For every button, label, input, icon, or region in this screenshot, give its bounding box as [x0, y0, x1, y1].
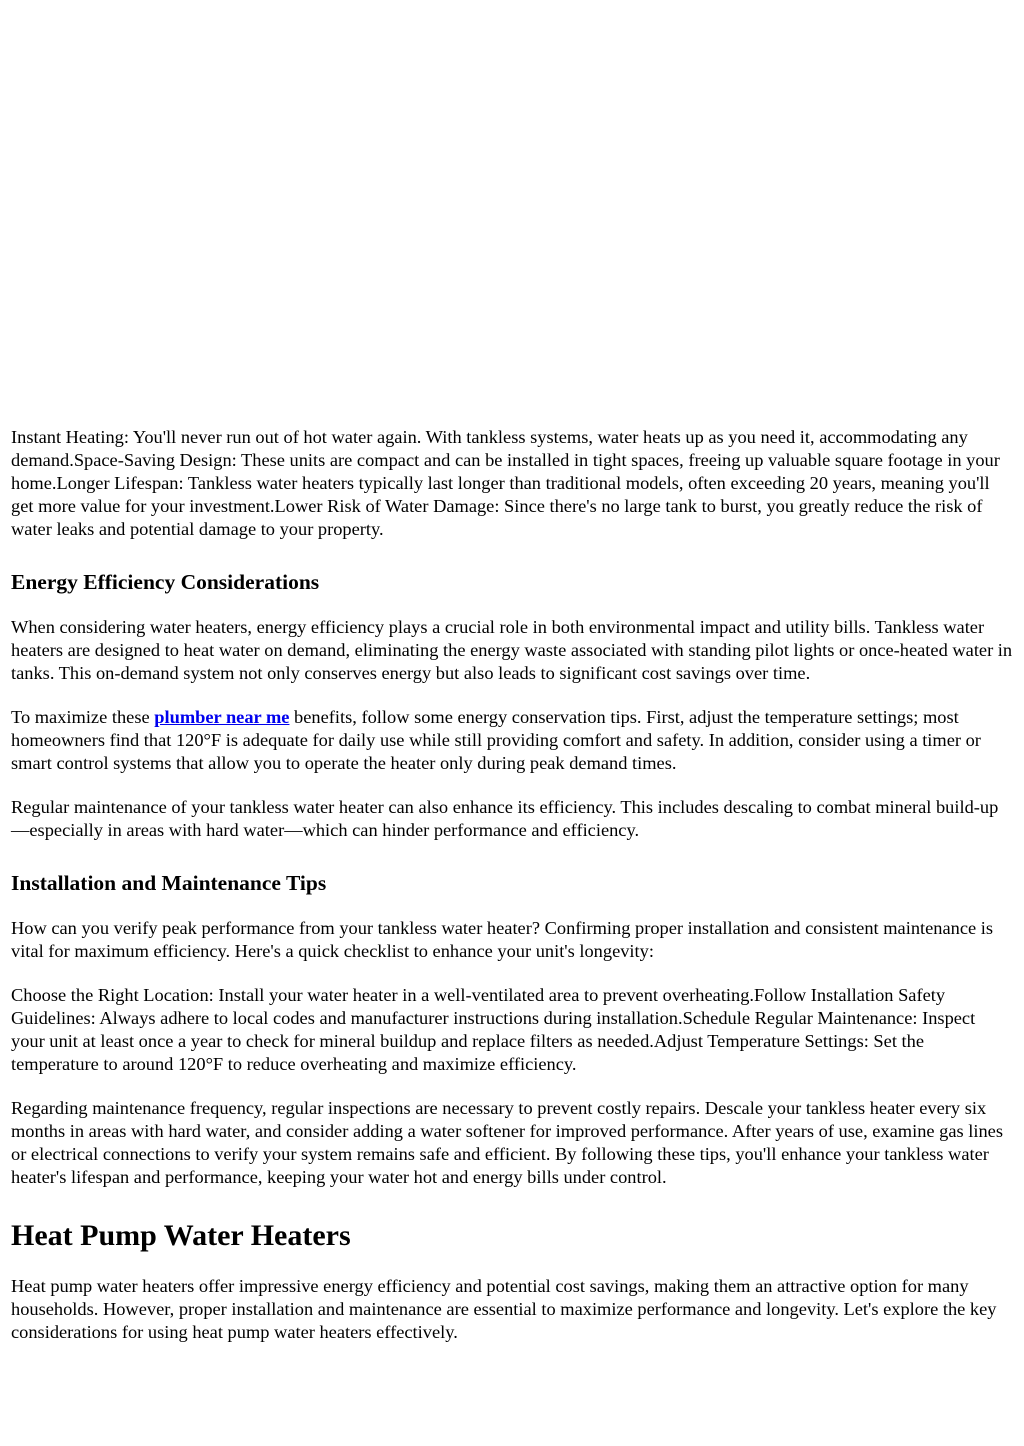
- heat-pump-heading: Heat Pump Water Heaters: [11, 1219, 351, 1252]
- install-paragraph-1: How can you verify peak performance from your tankless water heater? Confirming proper installation and consistent maintenance is vital for maximum efficiency. Here's a quick checklist to enhance your unit's longevity:: [11, 918, 994, 961]
- installation-maintenance-heading: Installation and Maintenance Tips: [11, 871, 327, 895]
- energy-paragraph-1: When considering water heaters, energy efficiency plays a crucial role in both environmental impact and utility bills. Tankless water heaters are designed to heat water on demand, eliminating the energy waste associated with standing pilot lights or once-heated water in tanks. This on-demand system not only conserves energy but also leads to significant cost savings over time.: [11, 617, 1013, 683]
- energy-paragraph-2: [11, 706, 1013, 775]
- energy-efficiency-heading: Energy Efficiency Considerations: [11, 570, 320, 594]
- install-paragraph-2: Choose the Right Location: Install your water heater in a well-ventilated area to prevent overheating.Follow Installation Safety Guidelines: Always adhere to local codes and manufacturer instructions during installation.Schedule Regular Maintenance: Inspect your unit at least once a year to check for mineral buildup and replace filters as needed.Adjust Temperature Settings: Set the temperature to around 120°F to reduce overheating and maximize efficiency.: [11, 985, 976, 1074]
- document-body: [11, 426, 1013, 1365]
- heat-pump-paragraph-1: Heat pump water heaters offer impressive energy efficiency and potential cost savings, making them an attractive option for many households. However, proper installation and maintenance are essential to maximize performance and longevity. Let's explore the key considerations for using heat pump water heaters effectively.: [11, 1276, 997, 1342]
- install-paragraph-3: Regarding maintenance frequency, regular inspections are necessary to prevent costly repairs. Descale your tankless heater every six months in areas with hard water, and consider adding a water softener for improved performance. After years of use, examine gas lines or electrical connections to verify your system remains safe and efficient. By following these tips, you'll enhance your tankless water heater's lifespan and performance, keeping your water hot and energy bills under control.: [11, 1098, 1003, 1187]
- energy-p2-before: To maximize these: [11, 707, 155, 727]
- plumber-near-me-link[interactable]: plumber near me: [154, 707, 290, 727]
- intro-paragraph: Instant Heating: You'll never run out of hot water again. With tankless systems, water heats up as you need it, accommodating any demand.Space-Saving Design: These units are compact and can be installed in tight spaces, freeing up valuable square footage in your home.Longer Lifespan: Tankless water heaters typically last longer than traditional models, often exceeding 20 years, meaning you'll get more value for your investment.Lower Risk of Water Damage: Since there's no large tank to burst, you greatly reduce the risk of water leaks and potential damage to your property.: [11, 427, 1000, 539]
- energy-p2-after: benefits, follow some energy conservation tips. First, adjust the temperature settings; most homeowners find that 120°F is adequate for daily use while still providing comfort and safety. In addition, consider using a timer or smart control systems that allow you to operate the heater only during peak demand times.: [11, 707, 981, 773]
- energy-paragraph-3: Regular maintenance of your tankless water heater can also enhance its efficiency. This includes descaling to combat mineral build-up—especially in areas with hard water—which can hinder performance and efficiency.: [11, 797, 999, 840]
